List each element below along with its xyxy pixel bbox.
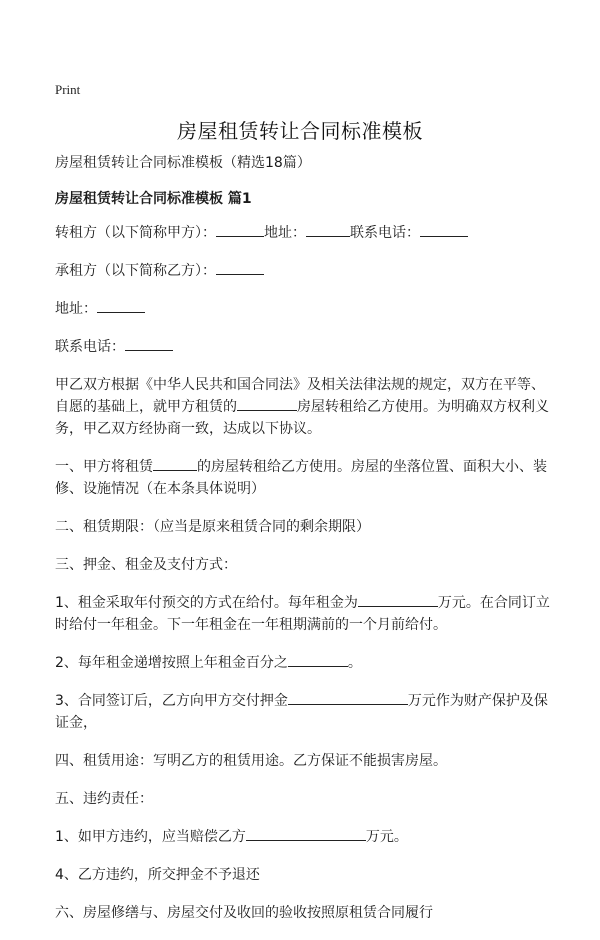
clause-5-1-text-a: 1、如甲方违约，应当赔偿乙方 <box>55 829 246 845</box>
clause-3-3-text-b: 万元作为财产保护及保证金， <box>55 693 548 731</box>
lessee-label: 承租方（以下简称乙方）： <box>55 263 216 279</box>
intro-text-2: 房屋转租给乙方使用。为明确双方权利义务，甲乙双方经协商一致，达成以下协议。 <box>55 399 549 437</box>
section-heading: 房屋租赁转让合同标准模板 篇1 <box>55 191 252 207</box>
clause-3-2-blank <box>288 652 348 667</box>
clause-3-2-text-b: 。 <box>347 655 362 671</box>
clause-3-2-text-a: 2、每年租金递增按照上年租金百分之 <box>55 655 288 671</box>
lessee-phone-blank <box>125 336 173 351</box>
document-body <box>55 152 555 940</box>
lessor-line <box>55 222 555 244</box>
lessor-label: 转租方（以下简称甲方）： <box>55 225 216 241</box>
lessor-phone-label: 联系电话： <box>350 225 420 241</box>
clause-1 <box>55 456 555 500</box>
clause-1-text-a: 一、甲方将租赁 <box>55 459 153 475</box>
clause-5-1-blank <box>246 826 366 841</box>
clause-3-1-blank <box>358 592 438 607</box>
clause-2: 二、租赁期限：（应当是原来租赁合同的剩余期限） <box>55 519 370 535</box>
lessee-name-blank <box>216 260 264 275</box>
lessee-line <box>55 260 555 282</box>
clause-6: 六、房屋修缮与、房屋交付及收回的验收按照原租赁合同履行 <box>55 905 433 921</box>
clause-5: 五、违约责任： <box>55 791 153 807</box>
clause-3-3-text-a: 3、合同签订后，乙方向甲方交付押金 <box>55 693 288 709</box>
print-link[interactable]: Print <box>55 82 81 97</box>
lessor-address-blank <box>306 222 350 237</box>
lessee-phone-line <box>55 336 555 358</box>
clause-3-3-blank <box>288 690 408 705</box>
document-subtitle: 房屋租赁转让合同标准模板（精选18篇） <box>55 155 311 171</box>
document-title: 房屋租赁转让合同标准模板 <box>177 119 423 143</box>
clause-3-2 <box>55 652 555 674</box>
lessor-phone-blank <box>420 222 468 237</box>
clause-4: 四、租赁用途：写明乙方的租赁用途。乙方保证不能损害房屋。 <box>55 753 447 769</box>
lessee-address-line <box>55 298 555 320</box>
clause-5-4: 4、乙方违约，所交押金不予退还 <box>55 867 260 883</box>
clause-3-3 <box>55 690 555 734</box>
clause-3: 三、押金、租金及支付方式： <box>55 557 237 573</box>
lessee-phone-label: 联系电话： <box>55 339 125 355</box>
intro-text-1: 甲乙双方根据《中华人民共和国合同法》及相关法律法规的规定，双方在平等、自愿的基础上，就甲方租赁的 <box>55 377 545 415</box>
lessor-name-blank <box>216 222 264 237</box>
clause-5-1-text-b: 万元。 <box>365 829 408 845</box>
lessee-address-label: 地址： <box>55 301 97 317</box>
clause-3-1-text-a: 1、租金采取年付预交的方式在给付。每年租金为 <box>55 595 358 611</box>
clause-3-1-text-b: 万元。在合同订立时给付一年租金。下一年租金在一年租期满前的一个月前给付。 <box>55 595 550 633</box>
lessee-address-blank <box>97 298 145 313</box>
clause-1-blank <box>153 456 197 471</box>
intro-blank <box>237 396 297 411</box>
lessor-address-label: 地址： <box>264 225 306 241</box>
clause-3-1 <box>55 592 555 636</box>
clause-1-text-b: 的房屋转租给乙方使用。房屋的坐落位置、面积大小、装修、设施情况（在本条具体说明） <box>55 459 547 497</box>
clause-5-1 <box>55 826 555 848</box>
intro-paragraph <box>55 374 555 440</box>
